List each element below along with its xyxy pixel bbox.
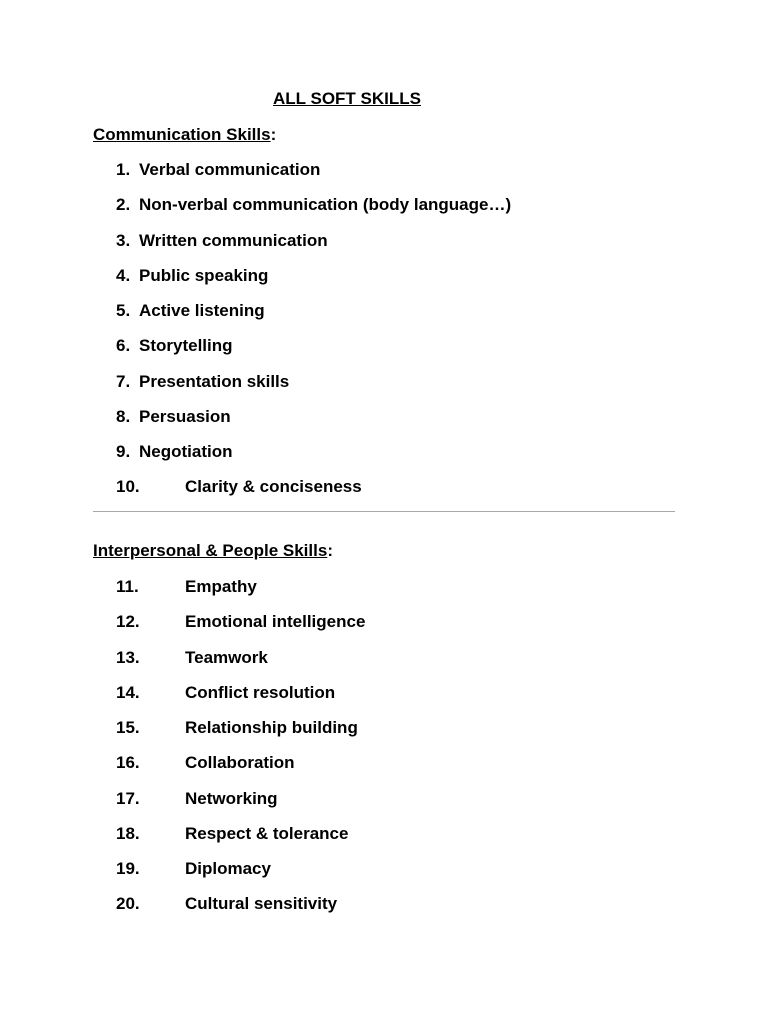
list-item-text: Presentation skills — [139, 371, 290, 391]
list-item — [0, 752, 768, 787]
list-item-number: 13. — [116, 647, 140, 667]
communication-skills-list — [0, 159, 768, 512]
list-item-text: Diplomacy — [185, 859, 271, 878]
list-item-number: 19. — [116, 859, 140, 878]
section-heading-colon: : — [270, 125, 277, 144]
list-item-text: Emotional intelligence — [185, 612, 366, 632]
list-item-number: 4. — [116, 265, 131, 285]
list-item-text: Written communication — [139, 230, 328, 250]
list-item-number: 14. — [116, 682, 140, 702]
list-item-number: 10. — [116, 477, 140, 497]
list-item — [0, 300, 768, 335]
section-heading-text: Communication Skills — [93, 125, 271, 144]
list-item-text: Clarity & conciseness — [185, 477, 362, 497]
interpersonal-skills-list — [0, 576, 768, 929]
list-item — [0, 611, 768, 646]
list-item-number: 9. — [116, 442, 131, 461]
list-item — [0, 576, 768, 611]
list-item — [0, 717, 768, 752]
list-item-text: Collaboration — [185, 753, 295, 773]
list-item-number: 17. — [116, 788, 140, 808]
list-item-number: 8. — [116, 406, 131, 426]
list-item-number: 15. — [116, 718, 140, 737]
list-item-text: Networking — [185, 788, 278, 808]
section-divider — [93, 511, 675, 512]
list-item — [0, 858, 768, 893]
list-item-number: 11. — [116, 577, 139, 596]
list-item-number: 1. — [116, 160, 131, 179]
list-item — [0, 371, 768, 406]
list-item-text: Public speaking — [139, 265, 269, 285]
list-item-text: Negotiation — [139, 442, 233, 461]
list-item-text: Respect & tolerance — [185, 823, 349, 843]
list-item-number: 2. — [116, 195, 131, 215]
list-item-number: 3. — [116, 230, 131, 250]
list-item — [0, 159, 768, 194]
list-item — [0, 441, 768, 476]
section-heading-communication — [93, 124, 276, 146]
list-item — [0, 682, 768, 717]
list-item-number: 18. — [116, 823, 140, 843]
page-title: ALL SOFT SKILLS — [273, 89, 421, 108]
list-item-text: Persuasion — [139, 406, 231, 426]
list-item-number: 7. — [116, 371, 131, 391]
list-item — [0, 194, 768, 229]
list-item-text: Conflict resolution — [185, 682, 336, 702]
list-item — [0, 823, 768, 858]
list-item — [0, 406, 768, 441]
list-item-text: Verbal communication — [139, 160, 321, 179]
list-item — [0, 893, 768, 928]
list-item-number: 16. — [116, 753, 140, 773]
list-item-number: 6. — [116, 336, 131, 356]
list-item — [0, 230, 768, 265]
list-item — [0, 647, 768, 682]
list-item — [0, 335, 768, 370]
section-heading-colon: : — [327, 541, 333, 560]
list-item-number: 20. — [116, 894, 140, 914]
list-item-text: Active listening — [139, 301, 265, 320]
list-item — [0, 476, 768, 511]
list-item — [0, 265, 768, 300]
list-item-text: Relationship building — [185, 718, 358, 737]
section-heading-text: Interpersonal & People Skills — [93, 541, 328, 560]
list-item-text: Cultural sensitivity — [185, 894, 338, 914]
list-item-text: Storytelling — [139, 336, 233, 356]
section-heading-interpersonal — [93, 540, 333, 562]
list-item-text: Teamwork — [185, 647, 268, 667]
list-item-number: 12. — [116, 612, 140, 632]
list-item-text: Empathy — [185, 577, 257, 596]
list-item-text: Non-verbal communication (body language…) — [139, 195, 512, 215]
list-item — [0, 788, 768, 823]
list-item-number: 5. — [116, 301, 131, 320]
